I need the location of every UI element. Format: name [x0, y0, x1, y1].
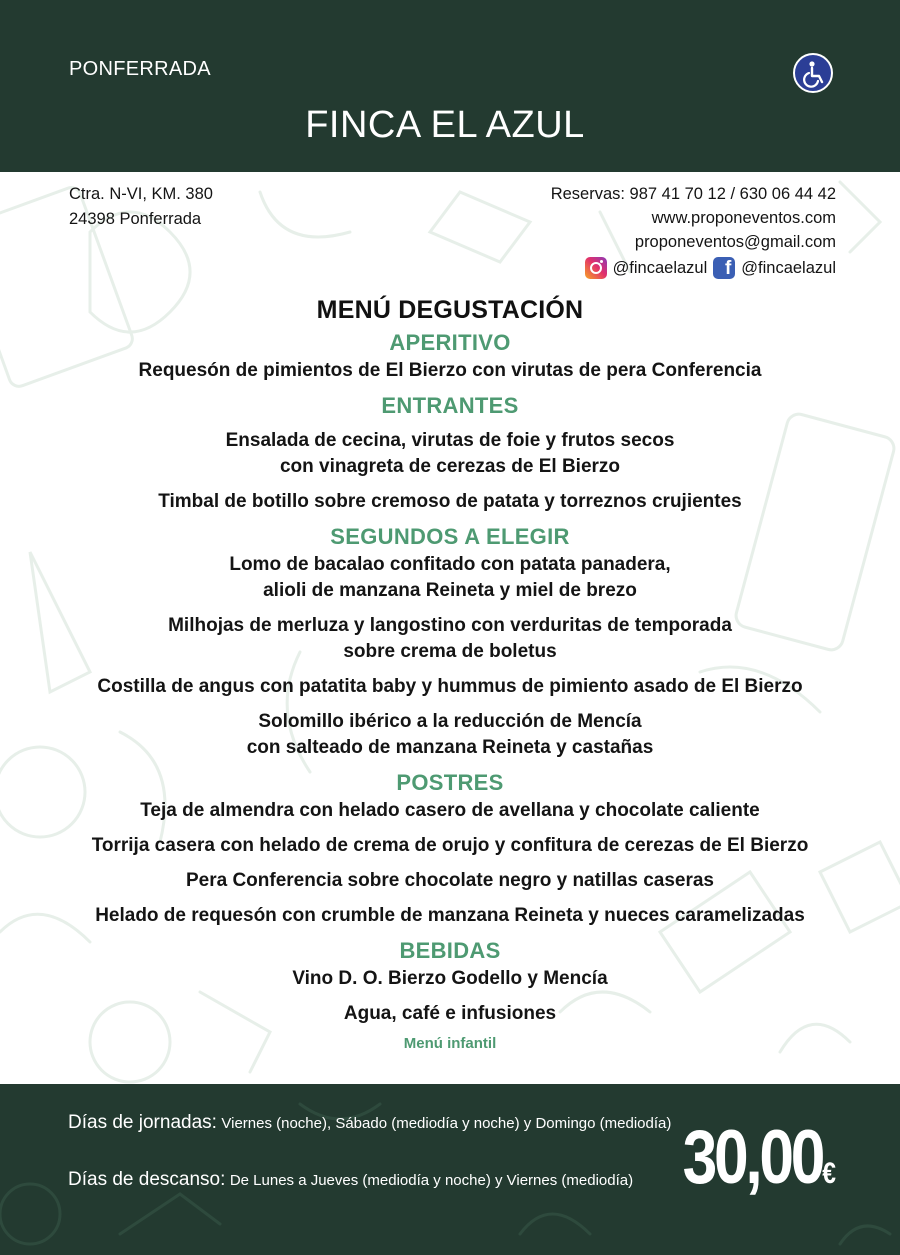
menu-item: Vino D. O. Bierzo Godello y Mencía — [292, 968, 608, 989]
address-line: Ctra. N-VI, KM. 380 — [69, 185, 213, 203]
menu-item-line: sobre crema de boletus — [343, 641, 557, 662]
instagram-handle[interactable]: @fincaelazul — [612, 259, 708, 277]
currency-symbol: € — [822, 1157, 836, 1190]
menu-item — [0, 552, 900, 604]
address-block — [69, 182, 213, 232]
infant-menu-link[interactable]: Menú infantil — [403, 1035, 497, 1052]
section-title-postres: POSTRES — [396, 770, 504, 795]
section-title-aperitivo: APERITIVO — [389, 330, 511, 355]
menu-item-line: Ensalada de cecina, virutas de foie y frutos secos — [225, 430, 675, 451]
menu-item-line: Solomillo ibérico a la reducción de Mencía — [258, 711, 642, 732]
menu-item — [0, 428, 900, 480]
price-value: 30,00 — [682, 1115, 823, 1200]
menu-item: Teja de almendra con helado casero de avellana y chocolate caliente — [140, 800, 760, 821]
menu-item-line: con vinagreta de cerezas de El Bierzo — [279, 456, 621, 477]
descanso-row — [68, 1169, 633, 1191]
jornadas-value: Viernes (noche), Sábado (mediodía y noche) y Domingo (mediodía) — [221, 1115, 672, 1132]
contact-block — [551, 182, 836, 280]
menu-item-line: con salteado de manzana Reineta y castañas — [246, 737, 654, 758]
menu-item-line: Costilla de angus con patatita baby y hummus de pimiento asado de El Bierzo — [97, 676, 803, 697]
menu-item — [0, 613, 900, 665]
menu-item: Agua, café e infusiones — [343, 1003, 557, 1024]
menu-item-line: Lomo de bacalao confitado con patata panadera, — [229, 554, 671, 575]
menu-item-line: Timbal de botillo sobre cremoso de patata y torreznos crujientes — [158, 491, 742, 512]
website-link[interactable]: www.proponeventos.com — [651, 209, 836, 227]
reservations-phone: Reservas: 987 41 70 12 / 630 06 44 42 — [550, 185, 836, 203]
menu-item: Helado de requesón con crumble de manzana Reineta y nueces caramelizadas — [95, 905, 805, 926]
menu-item — [0, 674, 900, 700]
facebook-handle[interactable]: @fincaelazul — [741, 259, 836, 277]
descanso-label: Días de descanso: — [68, 1169, 226, 1190]
header-bar — [0, 0, 900, 172]
instagram-icon[interactable] — [585, 257, 607, 279]
price — [683, 1114, 836, 1201]
descanso-value: De Lunes a Jueves (mediodía y noche) y Viernes (mediodía) — [229, 1172, 634, 1189]
menu-item: Torrija casera con helado de crema de orujo y confitura de cerezas de El Bierzo — [91, 835, 809, 856]
menu-item — [0, 709, 900, 761]
menu-item-line: alioli de manzana Reineta y miel de brezo — [263, 580, 637, 601]
menu-content — [0, 296, 900, 1052]
menu-item: Pera Conferencia sobre chocolate negro y natillas caseras — [185, 870, 714, 891]
section-title-entrantes: ENTRANTES — [381, 393, 519, 418]
jornadas-label: Días de jornadas: — [68, 1112, 217, 1133]
venue-title: FINCA EL AZUL — [305, 104, 585, 146]
footer-bar — [0, 1084, 900, 1255]
address-line: 24398 Ponferrada — [69, 210, 202, 228]
section-title-segundos: SEGUNDOS A ELEGIR — [330, 524, 570, 549]
section-title-bebidas: BEBIDAS — [399, 938, 501, 963]
menu-item — [0, 489, 900, 515]
menu-item: Requesón de pimientos de El Bierzo con virutas de pera Conferencia — [138, 360, 762, 381]
wheelchair-icon — [793, 53, 833, 93]
city-label: PONFERRADA — [69, 58, 211, 80]
menu-title: MENÚ DEGUSTACIÓN — [316, 296, 584, 324]
facebook-icon[interactable]: f — [713, 257, 735, 279]
email-link[interactable]: proponeventos@gmail.com — [634, 233, 836, 251]
jornadas-row — [68, 1112, 671, 1134]
menu-item-line: Milhojas de merluza y langostino con verduritas de temporada — [168, 615, 732, 636]
social-links — [551, 256, 836, 280]
